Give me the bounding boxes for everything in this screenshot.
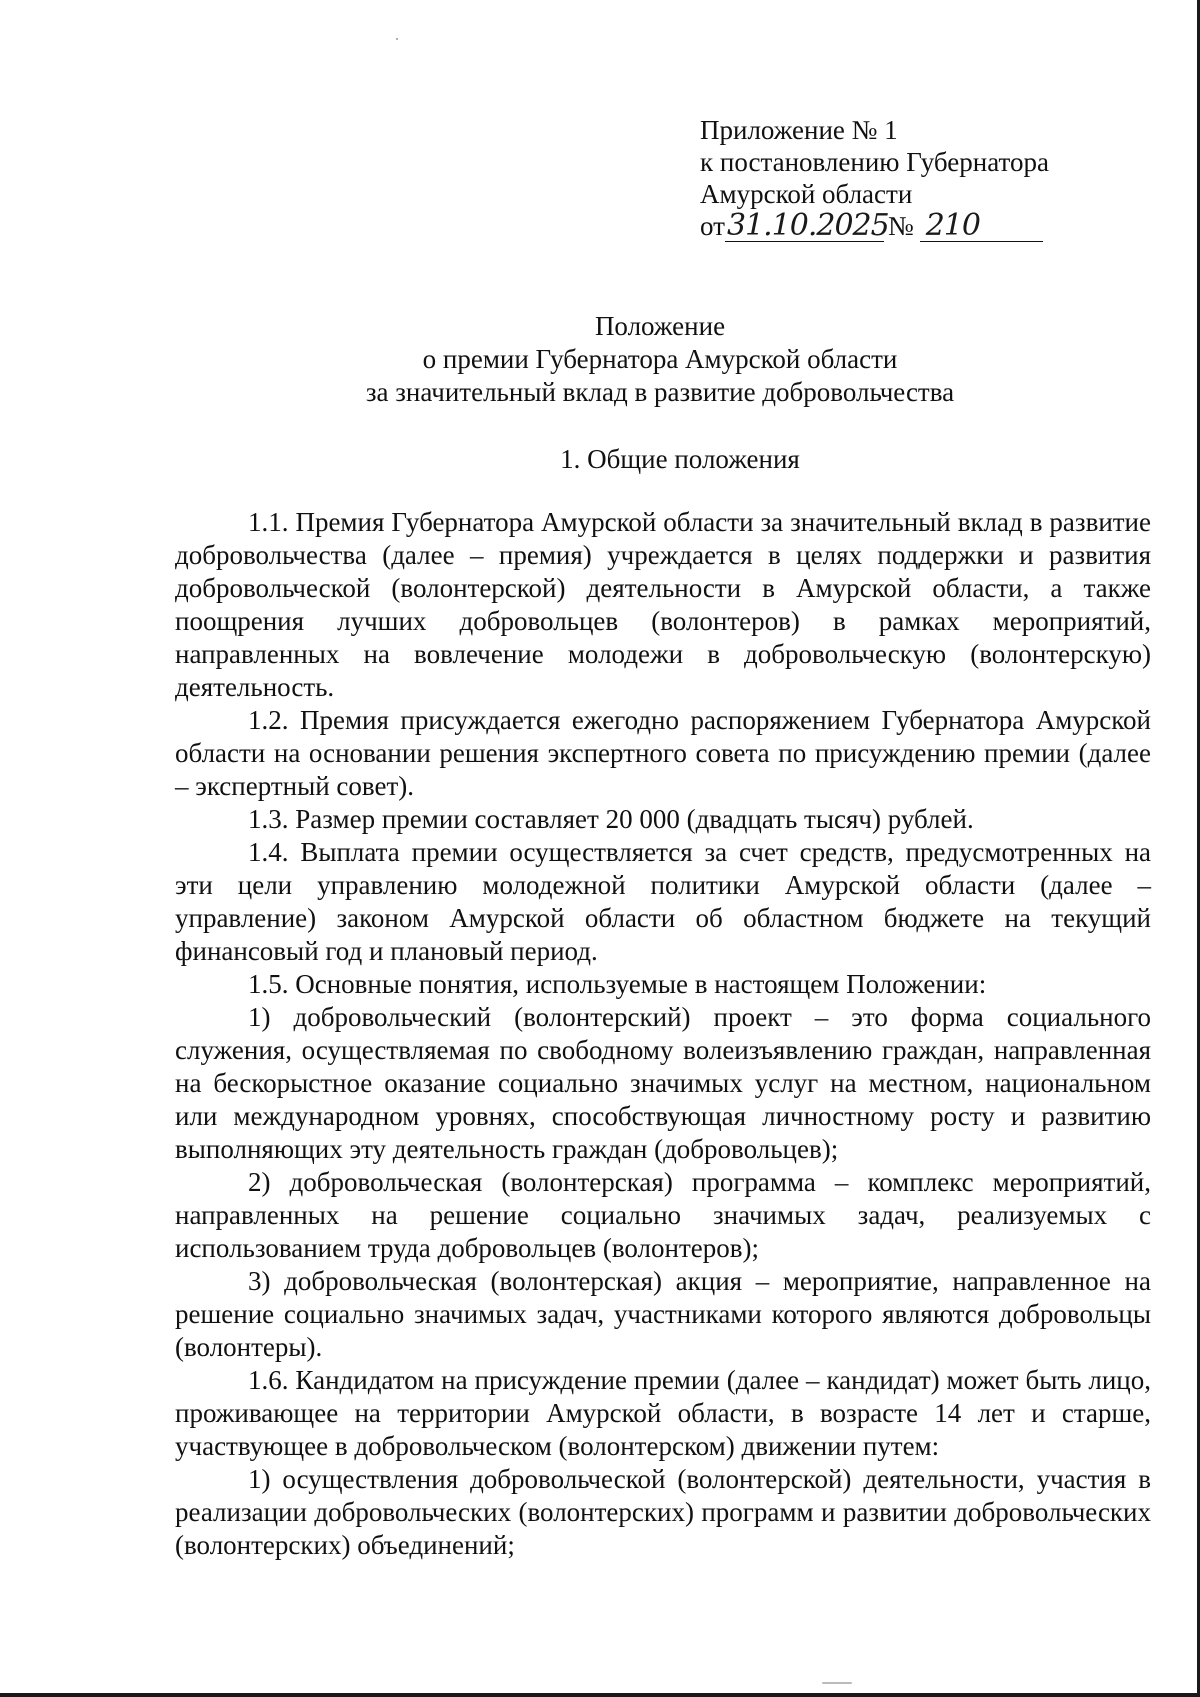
section-heading: 1. Общие положения: [560, 444, 800, 474]
title-line-1: Положение: [594, 311, 726, 341]
appendix-block: [700, 114, 1100, 242]
paragraph-1-6: 1.6. Кандидатом на присуждение премии (далее – кандидат) может быть лицо, проживающее на территории Амурской области, в возрасте 14 лет и старше, участвующее в добровольческом (волонтерском) движении путем:: [175, 1365, 1151, 1461]
document-body: [175, 506, 1151, 1562]
handwritten-number: 210: [920, 211, 1043, 242]
appendix-date-line: [700, 210, 1100, 242]
scan-speck: [396, 38, 398, 40]
scan-speck: [822, 1682, 852, 1684]
paragraph-1-1: 1.1. Премия Губернатора Амурской области за значительный вклад в развитие добровольчества (далее – премия) учреждается в целях поддержки и развития добровольческой (волонтерской) деятельности в Амурской области, а также поощрения лучших добровольцев (волонтеров) в рамках мероприятий, направленных на вовлечение молодежи в добровольческую (волонтерскую) деятельность.: [175, 507, 1151, 702]
appendix-line-2: к постановлению Губернатора: [700, 147, 1049, 177]
title-line-3: за значительный вклад в развитие добровольчества: [365, 377, 955, 407]
paragraph-1-3: 1.3. Размер премии составляет 20 000 (двадцать тысяч) рублей.: [248, 804, 974, 834]
paragraph-1-5: 1.5. Основные понятия, используемые в настоящем Положении:: [248, 969, 987, 999]
paragraph-1-6-item-1: 1) осуществления добровольческой (волонтерской) деятельности, участия в реализации добровольческих (волонтерских) программ и развитии добровольческих (волонтерских) объединений;: [175, 1464, 1151, 1560]
appendix-line-3: Амурской области: [700, 179, 913, 209]
paragraph-1-5-item-2: 2) добровольческая (волонтерская) программа – комплекс мероприятий, направленных на решение социально значимых задач, реализуемых с использованием труда добровольцев (волонтеров);: [175, 1167, 1151, 1263]
paragraph-1-4: 1.4. Выплата премии осуществляется за счет средств, предусмотренных на эти цели управлению молодежной политики Амурской области (далее – управление) законом Амурской области об областном бюджете на текущий финансовый год и плановый период.: [175, 837, 1151, 966]
paragraph-1-2: 1.2. Премия присуждается ежегодно распоряжением Губернатора Амурской области на основании решения экспертного совета по присуждению премии (далее – экспертный совет).: [175, 705, 1151, 801]
paragraph-1-5-item-1: 1) добровольческий (волонтерский) проект – это форма социального служения, осуществляемая по свободному волеизъявлению граждан, направленная на бескорыстное оказание социально значимых услуг на местном, национальном или международном уровнях, способствующая личностному росту и развитию выполняющих эту деятельность граждан (добровольцев);: [175, 1002, 1151, 1164]
title-line-2: о премии Губернатора Амурской области: [422, 344, 898, 374]
number-label: №: [887, 211, 914, 241]
document-title: [160, 310, 1160, 409]
handwritten-date: 31.10.2025: [726, 208, 889, 243]
scan-edge-bottom: [0, 1693, 1200, 1697]
from-label: от: [700, 211, 725, 241]
paragraph-1-5-item-3: 3) добровольческая (волонтерская) акция – мероприятие, направленное на решение социально значимых задач, участниками которого являются добровольцы (волонтеры).: [175, 1266, 1151, 1362]
appendix-line-1: Приложение № 1: [700, 115, 898, 145]
